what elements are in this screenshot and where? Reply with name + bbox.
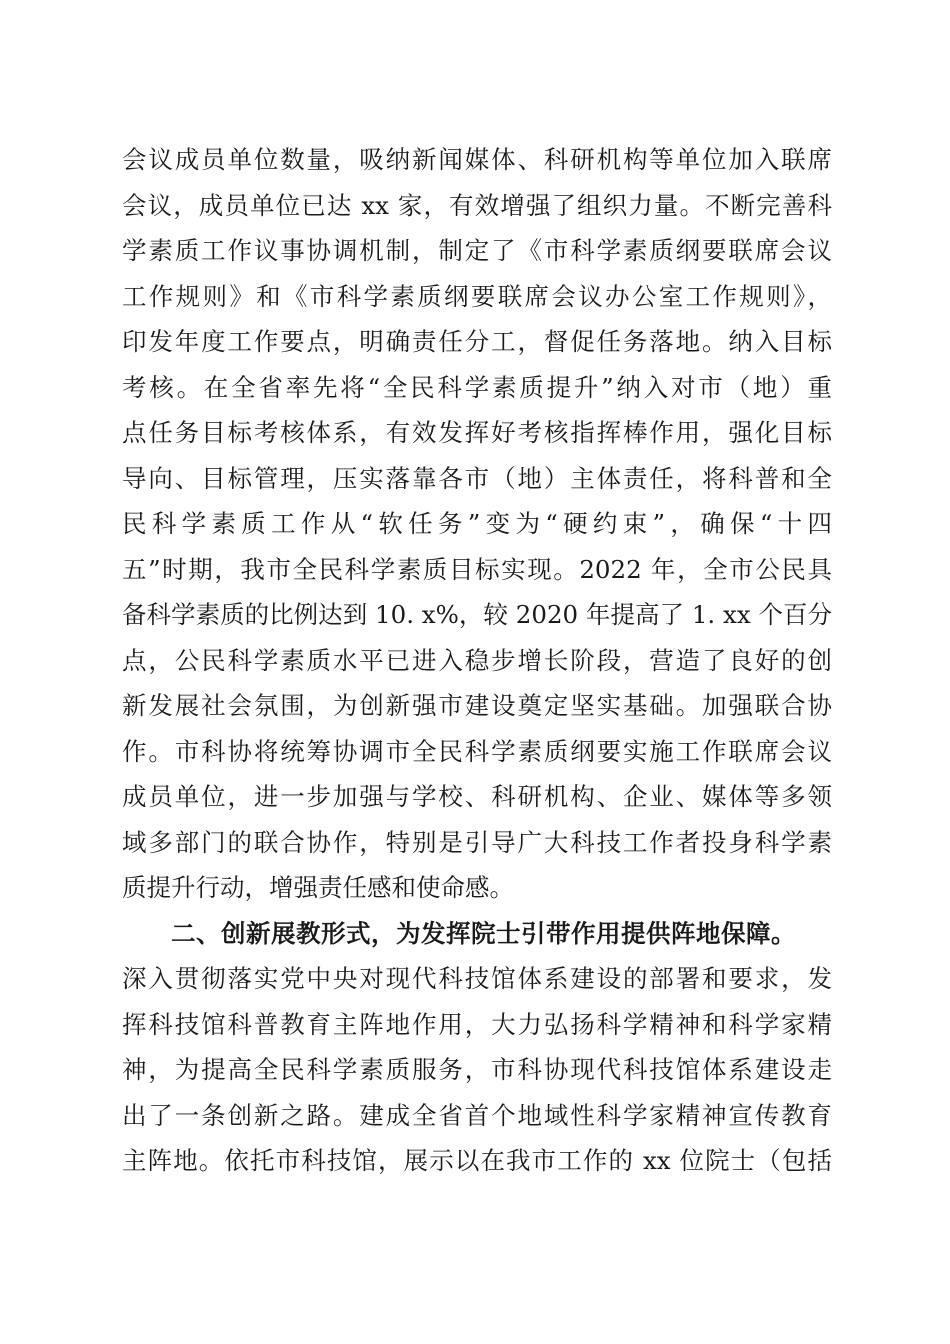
section-heading: 二、创新展教形式，为发挥院士引带作用提供阵地保障。 bbox=[171, 918, 796, 948]
paragraph-2-line: 神，为提高全民科学素质服务，市科协现代科技馆体系建设走 bbox=[122, 1055, 832, 1084]
paragraph-1-line: 印发年度工作要点，明确责任分工，督促任务落地。纳入目标 bbox=[122, 327, 832, 356]
paragraph-2-line: 出了一条创新之路。建成全省首个地域性科学家精神宣传教育 bbox=[122, 1100, 832, 1130]
paragraph-1-line: 成员单位，进一步加强与学校、科研机构、企业、媒体等多领 bbox=[122, 782, 832, 811]
paragraph-1-line: 域多部门的联合协作，特别是引导广大科技工作者投身科学素 bbox=[122, 827, 832, 857]
paragraph-1-line: 新发展社会氛围，为创新强市建设奠定坚实基础。加强联合协 bbox=[122, 691, 832, 720]
paragraph-2-line: 深入贯彻落实党中央对现代科技馆体系建设的部署和要求，发 bbox=[122, 964, 832, 993]
body-text bbox=[122, 137, 832, 1184]
paragraph-1-line: 民科学素质工作从“软任务”变为“硬约束”，确保“十四 bbox=[122, 509, 832, 538]
paragraph-1-line: 会议，成员单位已达 xx 家，有效增强了组织力量。不断完善科 bbox=[122, 190, 832, 220]
paragraph-1-line: 学素质工作议事协调机制，制定了《市科学素质纲要联席会议 bbox=[122, 236, 832, 265]
paragraph-1-line: 会议成员单位数量，吸纳新闻媒体、科研机构等单位加入联席 bbox=[122, 145, 832, 174]
paragraph-1-line: 作。市科协将统筹协调市全民科学素质纲要实施工作联席会议 bbox=[122, 736, 832, 766]
paragraph-1-line: 导向、目标管理，压实落靠各市（地）主体责任，将科普和全 bbox=[122, 463, 832, 493]
paragraph-1-line: 考核。在全省率先将“全民科学素质提升”纳入对市（地）重 bbox=[122, 372, 832, 402]
paragraph-1-last-line: 质提升行动，增强责任感和使命感。 bbox=[122, 873, 514, 902]
paragraph-2-line: 挥科技馆科普教育主阵地作用，大力弘扬科学精神和科学家精 bbox=[122, 1009, 832, 1039]
paragraph-1-line: 工作规则》和《市科学素质纲要联席会议办公室工作规则》， bbox=[122, 281, 832, 311]
paragraph-2-line: 主阵地。依托市科技馆，展示以在我市工作的 xx 位院士（包括 bbox=[122, 1146, 832, 1175]
paragraph-1-line: 五”时期，我市全民科学素质目标实现。2022 年，全市公民具 bbox=[122, 554, 832, 584]
paragraph-1-line: 点任务目标考核体系，有效发挥好考核指挥棒作用，强化目标 bbox=[122, 418, 832, 447]
paragraph-1-line: 备科学素质的比例达到 10. x%，较 2020 年提高了 1. xx 个百分 bbox=[122, 600, 832, 629]
paragraph-1-line: 点，公民科学素质水平已进入稳步增长阶段，营造了良好的创 bbox=[122, 645, 832, 675]
